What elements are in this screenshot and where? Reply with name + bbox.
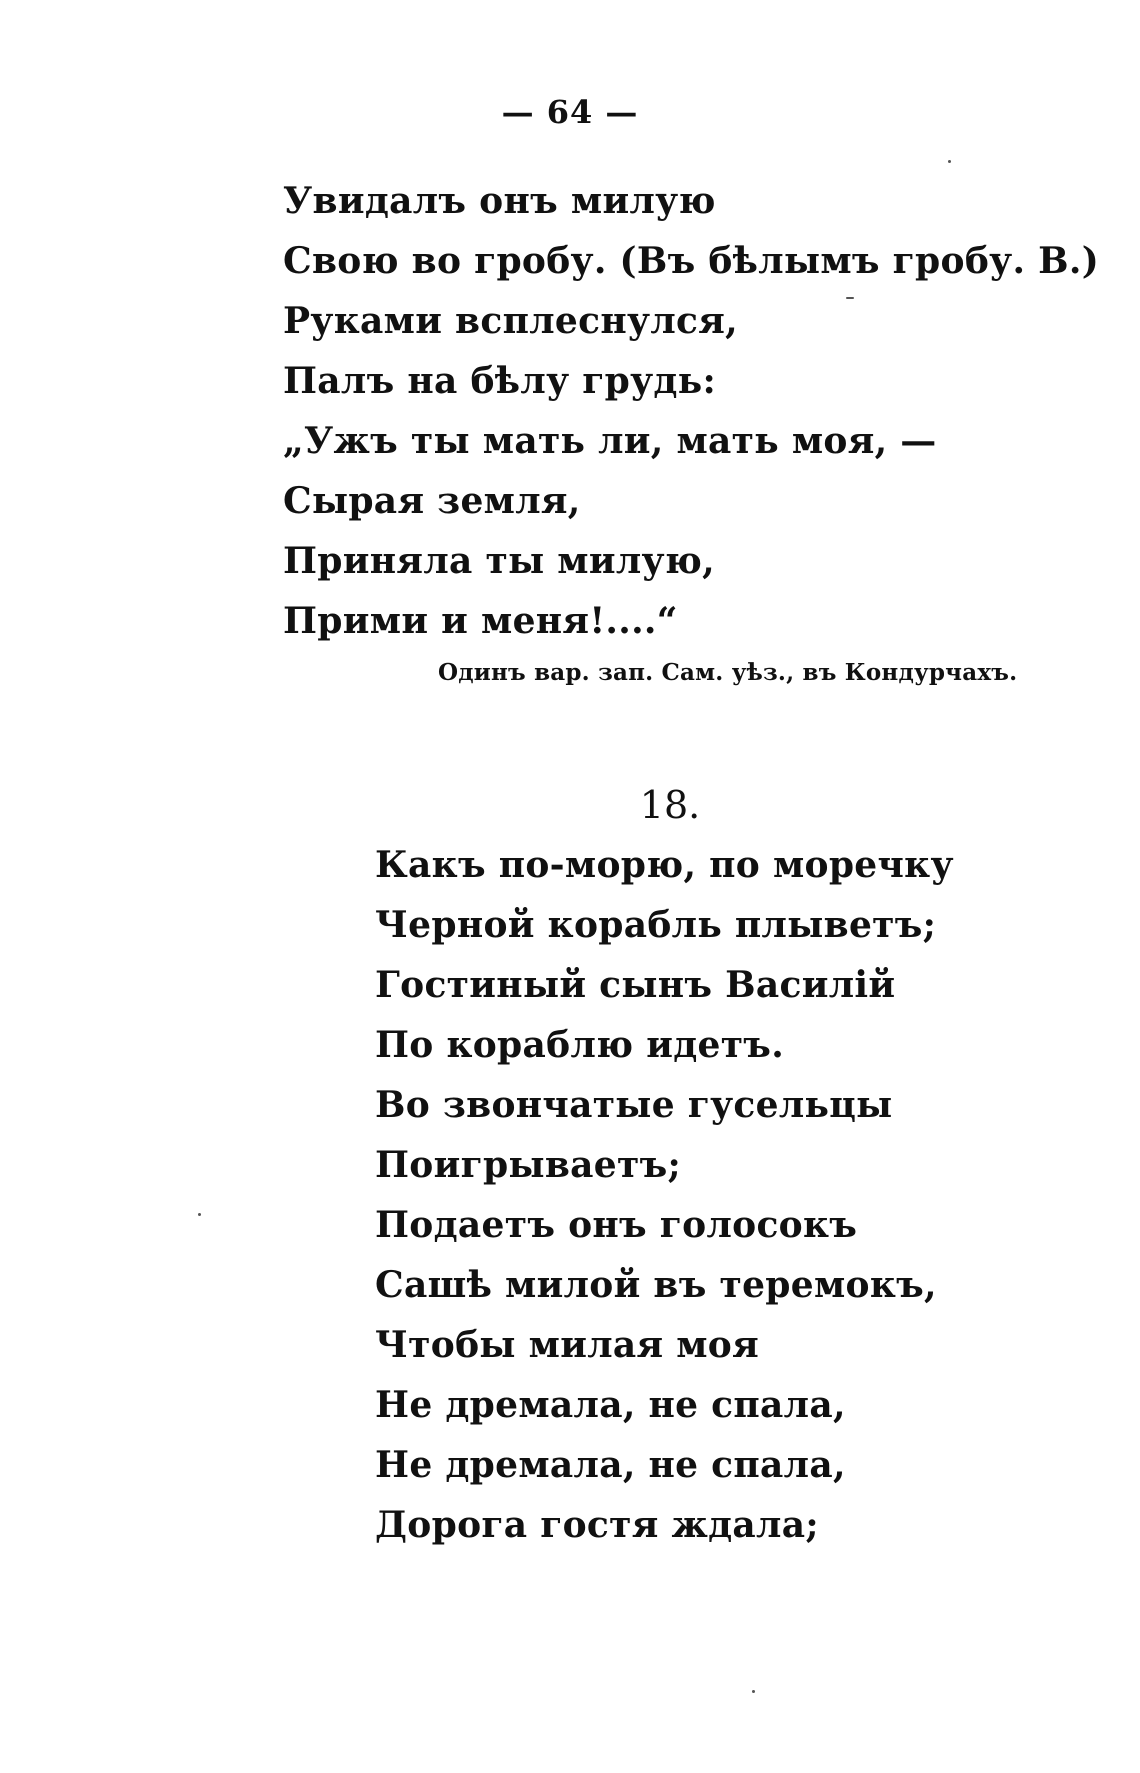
verse-line: Гостиный сынъ Василій — [375, 964, 896, 1006]
verse-line: Подаетъ онъ голосокъ — [375, 1204, 858, 1246]
verse-line: Не дремала, не спала, — [375, 1444, 846, 1486]
verse-line: Не дремала, не спала, — [375, 1384, 846, 1426]
verse-line: Приняла ты милую, — [283, 540, 715, 582]
attribution: Одинъ вар. зап. Сам. уѣз., въ Кондурчахъ. — [438, 659, 1018, 686]
page-number: — 64 — — [501, 93, 639, 131]
verse-line: По кораблю идетъ. — [375, 1024, 785, 1066]
verse-line: Сашѣ милой въ теремокъ, — [375, 1264, 937, 1306]
verse-line: Поигрываетъ; — [375, 1144, 682, 1186]
verse-line: Черной корабль плыветъ; — [375, 904, 937, 946]
verse-line: Чтобы милая моя — [375, 1324, 760, 1366]
verse-line: Во звончатые гусельцы — [375, 1084, 893, 1126]
verse-line: Дорога гостя ждала; — [375, 1504, 819, 1546]
verse-line: Свою во гробу. (Въ бѣлымъ гробу. В.) — [283, 240, 1100, 282]
verse-line: „Ужъ ты мать ли, мать моя, — — [283, 420, 937, 462]
verse-line: Увидалъ онъ милую — [283, 180, 716, 222]
verse-line: Палъ на бѣлу грудь: — [283, 360, 717, 402]
scan-speck — [198, 1213, 201, 1216]
scan-speck — [846, 297, 854, 299]
verse-line: Какъ по-морю, по моречку — [375, 844, 954, 886]
verse-line: Сырая земля, — [283, 480, 581, 522]
scan-speck — [948, 160, 951, 163]
verse-line: Руками всплеснулся, — [283, 300, 738, 342]
verse-line: Прими и меня!....“ — [283, 600, 678, 642]
scan-speck — [752, 1690, 755, 1693]
section-number: 18. — [639, 783, 701, 827]
